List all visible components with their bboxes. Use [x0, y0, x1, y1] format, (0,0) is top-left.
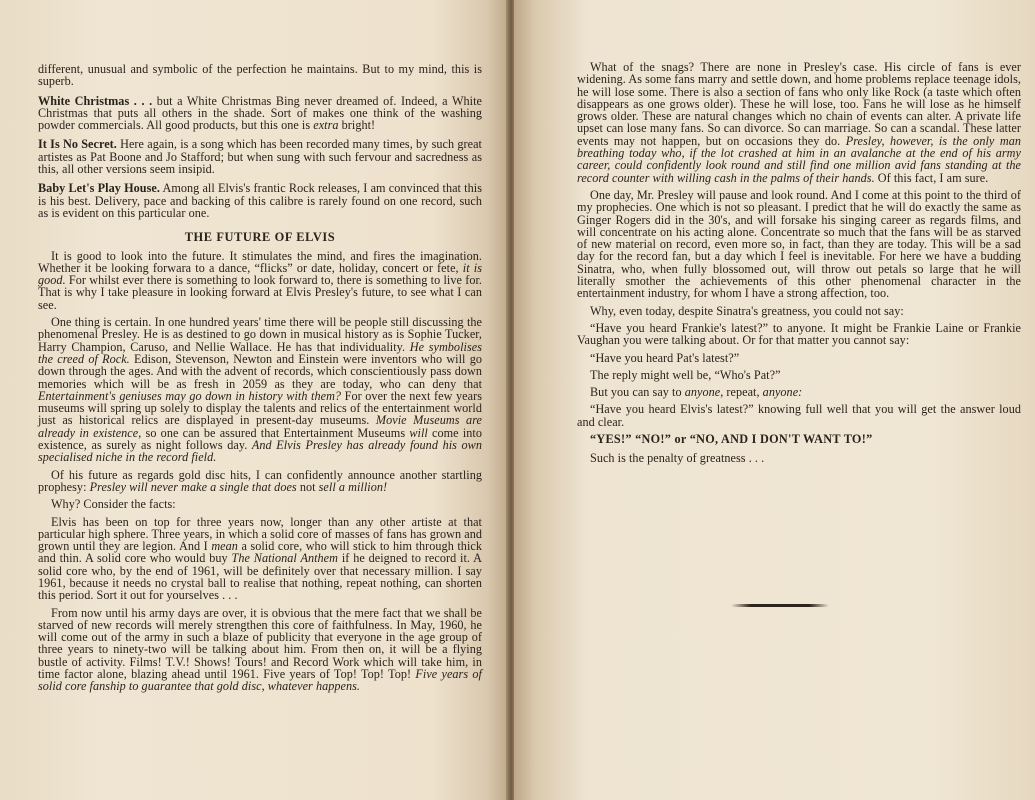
emphasis: anyone:	[762, 385, 803, 400]
text-span: a solid core, who will stick to him through thick and thin. A solid core who would buy	[38, 539, 482, 566]
left-page	[0, 0, 508, 800]
emphasis: mean	[211, 539, 238, 554]
emphasis: Movie Museums are already in existence,	[38, 413, 482, 440]
text-span: come into existence, as surely as night follows day.	[38, 425, 482, 453]
text-span: Of this fact, I am sure.	[874, 170, 989, 185]
paragraph-pause: One day, Mr. Presley will pause and look round. And I come at this point to the third of my prophecies. One which is not so pleasant. I predict that he will do exactly the same as Ginger Rogers did in the 30's, and will forsake his singing career as regards films, and will concentrate on his acting alone. Concentrate so much that the fans will be as starved of new material on record, even more so, in fact, than they are today. This will be a sad day for the record fan, but a day which I feel is inevitable. For here we have a budding Sinatra, who, when fully blossomed out, will throw out petals so large that he will literally smother the achievements of this other phenomenal character in the entertainment industry, for whom I have a strong affection, too.	[577, 187, 1021, 301]
paragraph-why: Why? Consider the facts:	[51, 497, 176, 512]
paragraph-one-thing-certain	[38, 316, 482, 464]
text-span: Among all Elvis's frantic Rock releases, I am convinced that this is his best. Delivery, pace and backing of this calibre is rarely found on one record, such as is evident on this particular one.	[38, 181, 482, 220]
right-page	[514, 0, 1035, 800]
paragraph-pat: “Have you heard Pat's latest?”	[590, 350, 740, 365]
emphasis: Five years of solid core fanship to guarantee that gold disc, whatever happens.	[38, 667, 482, 694]
paragraph-snags	[577, 61, 1021, 184]
text-span: One thing is certain. In one hundred years' time there will be people still discussing the phenomenal Presley. He is as destined to go down in musical history as is Sophie Tucker, Harry Champion, Caruso, and Nellie Wallace. He has that individuality.	[38, 315, 482, 354]
text-span: bright!	[338, 118, 376, 133]
emphasis: He symbolises the creed of Rock.	[38, 339, 482, 366]
paragraph-on-top	[38, 516, 482, 602]
paragraph-gold-disc	[38, 469, 482, 494]
text-span: But you can say to	[590, 385, 685, 400]
paragraph-baby-lets-play-house	[38, 182, 482, 219]
emphasis: sell a million!	[318, 479, 388, 494]
song-title-white-christmas: White Christmas . . .	[38, 93, 153, 108]
emphasis: And Elvis Presley has already found his own specialised niche in the record field.	[38, 438, 482, 465]
paragraph-penalty: Such is the penalty of greatness . . .	[590, 451, 765, 466]
paragraph-white-christmas	[38, 95, 482, 132]
paragraph-opening: different, unusual and symbolic of the perfection he maintains. But to my mind, this is superb.	[38, 62, 482, 89]
emphasis: anyone,	[684, 385, 724, 400]
text-span: For whilst ever there is something to look forward to, there is something to live for. That is why I take pleasure in looking forward at Elvis Presley's future, to see what I can see.	[38, 273, 482, 312]
emphasis: Entertainment's geniuses may go down in history with them?	[38, 388, 342, 403]
text-span: Edison, Stevenson, Newton and Einstein were inventors who will go down through the ages. And with the advent of records, which conscientiously pass down memories which will be as fresh in 2059 as they are today, who can deny that	[38, 351, 482, 391]
right-page-text	[577, 61, 1021, 470]
paragraph-anyone	[577, 386, 1021, 398]
text-span: Of his future as regards gold disc hits, I can confidently announce another startling prophesy:	[38, 467, 482, 494]
emphasis: it is good.	[38, 260, 482, 288]
text-span: not	[296, 479, 319, 494]
text-span: What of the snags? There are none in Presley's case. His circle of fans is ever widening. As some fans marry and settle down, and home problems replace teenage idols, he will lose some. There is also a section of fans who only like Rock (a taste which often disappears as one grows older). These he will lose, too. Fans he will lose as he himself grows older. These are natural changes which no chain of events can alter. A private life upset can lose many fans. So can divorce. So can marriage. So can a scandal. These latter events may not happen, but on occasions they do.	[577, 60, 1021, 148]
emphasis: extra	[313, 118, 339, 133]
paragraph-shout: “YES!” “NO!” or “NO, AND I DON'T WANT TO!”	[590, 432, 873, 447]
left-page-text	[38, 63, 482, 698]
text-span: Elvis has been on top for three years now, longer than any other artiste at that particular high sphere. Three years, in which a solid core of masses of fans has grown and grown until they are legion. And I	[38, 514, 482, 554]
text-span: Here again, is a song which has been recorded many times, by such great artistes as Pat Boone and Jo Stafford; but when sung with such fervour and sacredness as this, all other versions seem insipid.	[38, 137, 482, 177]
text-span: if he deigned to record it. A solid core who, by the end of 1961, will be definitely over that necessary million. I say 1961, because it needs no crystal ball to realise that nothing, repeat nothing, can shorten this period. Sort it out for yourselves . . .	[38, 551, 483, 603]
text-span: From now until his army days are over, it is obvious that the mere fact that we shall be starved of new records will merely strengthen this core of faithfulness. In May, 1960, he will come out of the army in such a blaze of publicity that everyone in the age group of three years to ninety-two will be talking about him. From then on, it will be a flying bustle of activity. Films! T.V.! Shows! Tours! and Record Work which will take him, in time factor alone, blazing ahead until 1961. Five years of Top! Top! Top!	[38, 605, 482, 682]
emphasis: will	[409, 425, 428, 440]
text-span: so one can be assured that Entertainment Museums	[141, 425, 410, 440]
song-title-it-is-no-secret: It Is No Secret.	[38, 137, 117, 152]
paragraph-it-is-no-secret	[38, 138, 482, 175]
song-title-baby-lets-play-house: Baby Let's Play House.	[38, 181, 160, 196]
paragraph-look-into-future	[38, 250, 482, 311]
text-span: but a White Christmas Bing never dreamed of. Indeed, a White Christmas that puts all others in the shade. Sort of makes one think of the washing powder commercials. All good products, but this one is	[38, 93, 482, 133]
decorative-rule	[731, 604, 829, 607]
emphasis: Presley, however, is the only man breathing today who, if the lot crashed at him in an avalanche at the end of his army career, could confidently look round and still find one million avid fans standing at the record counter with willing cash in the palms of their hands.	[577, 133, 1021, 185]
emphasis: The National Anthem	[231, 551, 338, 566]
paragraph-elvis-latest: “Have you heard Elvis's latest?” knowing full well that you will get the answer loud and clear.	[577, 402, 1021, 429]
paragraph-sinatra: Why, even today, despite Sinatra's greatness, you could not say:	[590, 303, 904, 318]
emphasis: Presley will never make a single that does	[89, 479, 297, 494]
text-span: repeat,	[723, 385, 763, 400]
paragraph-army-days	[38, 607, 482, 693]
paragraph-reply: The reply might well be, “Who's Pat?”	[590, 367, 781, 382]
text-span: It is good to look into the future. It stimulates the mind, and fires the imagination. Whether it be looking forwara to a dance, “flicks” or date, holiday, concert or fete,	[38, 248, 482, 275]
text-span: For over the next few years museums will spring up solely to display the talents and relics of the entertainment world just as historical relics are displayed in present-day museums.	[38, 388, 482, 428]
section-heading: THE FUTURE OF ELVIS	[184, 230, 336, 245]
paragraph-frankie: “Have you heard Frankie's latest?” to anyone. It might be Frankie Laine or Frankie Vaughan you were talking about. Or for that matter you cannot say:	[577, 320, 1021, 348]
